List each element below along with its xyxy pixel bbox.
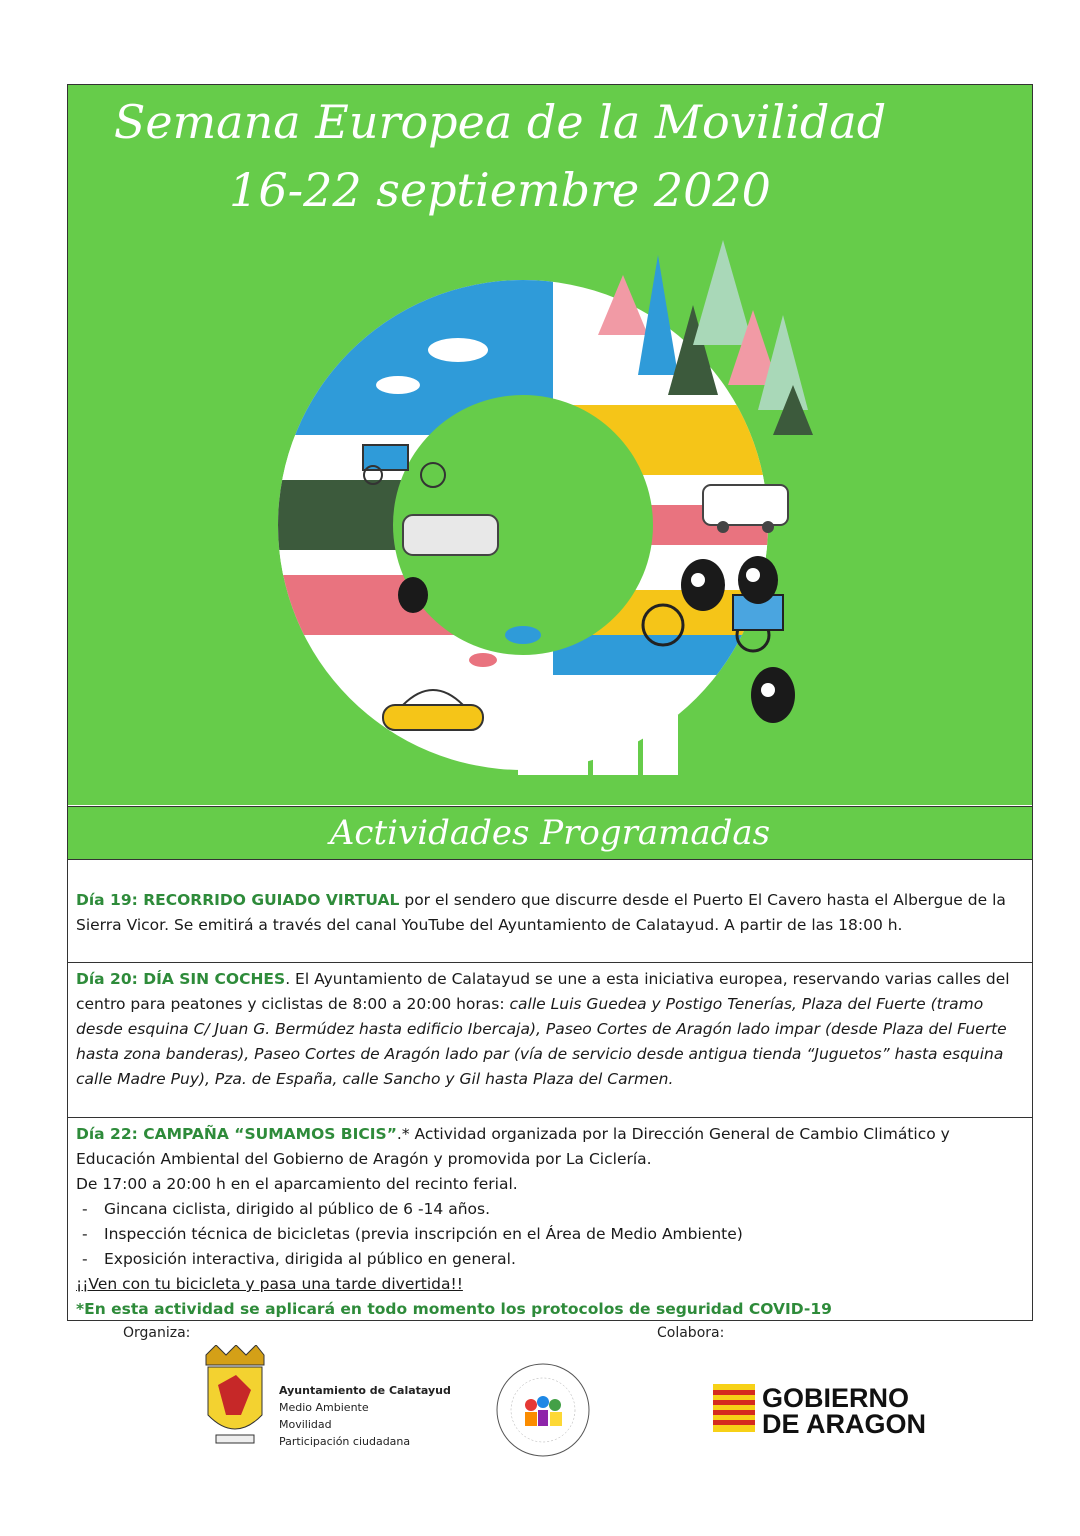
section-header	[68, 806, 1032, 860]
list-item: - Exposición interactiva, dirigida al público en general.	[104, 1247, 1024, 1272]
ayto-dept: Medio Ambiente	[279, 1401, 369, 1414]
activity-day20-text: . El Ayuntamiento de Calatayud se une a esta iniciativa europea, reservando varias calles del centro para peatones y ciclistas de 8:00 a 20:00 horas:	[76, 970, 1010, 1013]
poster-title: Semana Europea de la Movilidad	[113, 95, 887, 149]
activity-day20-streets: calle Luis Guedea y Postigo Tenerías, Plaza del Fuerte (tramo desde esquina C/ Juan G. Bermúdez hasta edificio Ibercaja), Paseo Cortes de Aragón lado impar (desde Plaza del Fuerte hasta zona banderas), Paseo Cortes de Aragón lado par (vía de servicio desde antigua tienda “Juguetos” hasta esquina calle Madre Puy), Pza. de España, calle Sancho y Gil hasta Plaza del Carmen.	[76, 995, 1007, 1088]
mobility-illustration	[253, 235, 823, 775]
activity-day20	[68, 962, 1032, 1096]
poster-dates: 16-22 septiembre 2020	[229, 163, 771, 217]
activity-day22-list	[76, 1197, 1024, 1272]
ayto-name: Ayuntamiento de Calatayud	[279, 1384, 451, 1397]
activity-day19	[68, 884, 1032, 942]
activity-day22	[68, 1117, 1032, 1326]
calatayud-crest-icon	[196, 1345, 274, 1445]
covid-note: *En esta actividad se aplicará en todo momento los protocolos de seguridad COVID-19	[76, 1300, 832, 1318]
activity-day19-title: Día 19: RECORRIDO GUIADO VIRTUAL	[76, 891, 400, 909]
aragon-line2: DE ARAGON	[762, 1409, 927, 1439]
colabora-label: Colabora:	[657, 1325, 725, 1341]
activity-day22-title: Día 22: CAMPAÑA “SUMAMOS BICIS”	[76, 1125, 397, 1143]
activity-day22-text: .* Actividad organizada por la Dirección General de Cambio Climático y Educación Ambiental del Gobierno de Aragón y promovida por La Ciclería.	[76, 1125, 950, 1168]
list-item: - Gincana ciclista, dirigido al público de 6 -14 años.	[104, 1197, 1024, 1222]
activity-day19-text: por el sendero que discurre desde el Puerto El Cavero hasta el Albergue de la Sierra Vicor. Se emitirá a través del canal YouTube del Ayuntamiento de Calatayud. A partir de las 18:00 h.	[76, 891, 1006, 934]
organiza-label: Organiza:	[123, 1325, 191, 1341]
aragon-flag-icon	[713, 1384, 755, 1432]
hero-banner	[68, 85, 1032, 805]
aragon-line1: GOBIERNO	[762, 1383, 910, 1413]
ayto-dept: Movilidad	[279, 1418, 332, 1431]
activity-day22-callout: ¡¡Ven con tu bicicleta y pasa una tarde divertida!!	[76, 1275, 463, 1293]
activity-day22-schedule: De 17:00 a 20:00 h en el aparcamiento del recinto ferial.	[76, 1175, 518, 1193]
ayto-dept: Participación ciudadana	[279, 1435, 411, 1448]
consejo-infancia-seal-icon	[493, 1360, 593, 1460]
activity-day20-title: Día 20: DÍA SIN COCHES	[76, 970, 286, 988]
section-title: Actividades Programadas	[329, 813, 771, 853]
list-item: - Inspección técnica de bicicletas (previa inscripción en el Área de Medio Ambiente)	[104, 1222, 1024, 1247]
gobierno-aragon-logo	[762, 1385, 926, 1437]
